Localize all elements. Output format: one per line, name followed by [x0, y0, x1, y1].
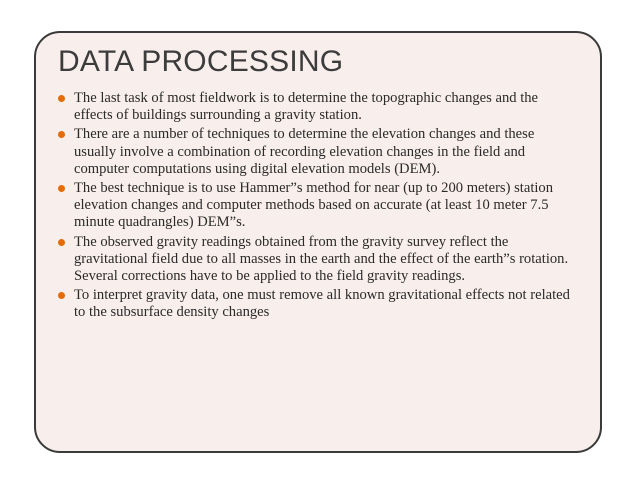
bullet-dot-icon	[58, 131, 65, 138]
bullet-text: There are a number of techniques to determine the elevation changes and these usually involve a combination of recording elevation changes in the field and computer computations using digital elevation models (DEM).	[74, 126, 535, 177]
bullet-dot-icon	[58, 185, 65, 192]
bullet-item	[58, 287, 578, 321]
bullet-item	[58, 90, 578, 124]
bullet-text: The last task of most fieldwork is to determine the topographic changes and the effects of buildings surrounding a gravity station.	[74, 90, 539, 124]
bullet-dot-icon	[58, 95, 65, 102]
bullet-dot-icon	[58, 292, 65, 299]
bullet-text: To interpret gravity data, one must remove all known gravitational effects not related to the subsurface density changes	[74, 287, 570, 321]
slide-title: DATA PROCESSING	[58, 45, 344, 78]
bullet-list	[58, 90, 578, 324]
bullet-item	[58, 126, 578, 178]
bullet-item	[58, 234, 578, 286]
bullet-dot-icon	[58, 239, 65, 246]
bullet-text: The best technique is to use Hammer”s method for near (up to 200 meters) station elevation changes and computer methods based on accurate (at least 10 meter 7.5 minute quadrangles) DEM”s.	[74, 180, 554, 231]
bullet-item	[58, 180, 578, 232]
bullet-text: The observed gravity readings obtained from the gravity survey reflect the gravitational field due to all masses in the earth and the effect of the earth”s rotation. Several corrections have to be applied to the field gravity readings.	[74, 233, 569, 285]
